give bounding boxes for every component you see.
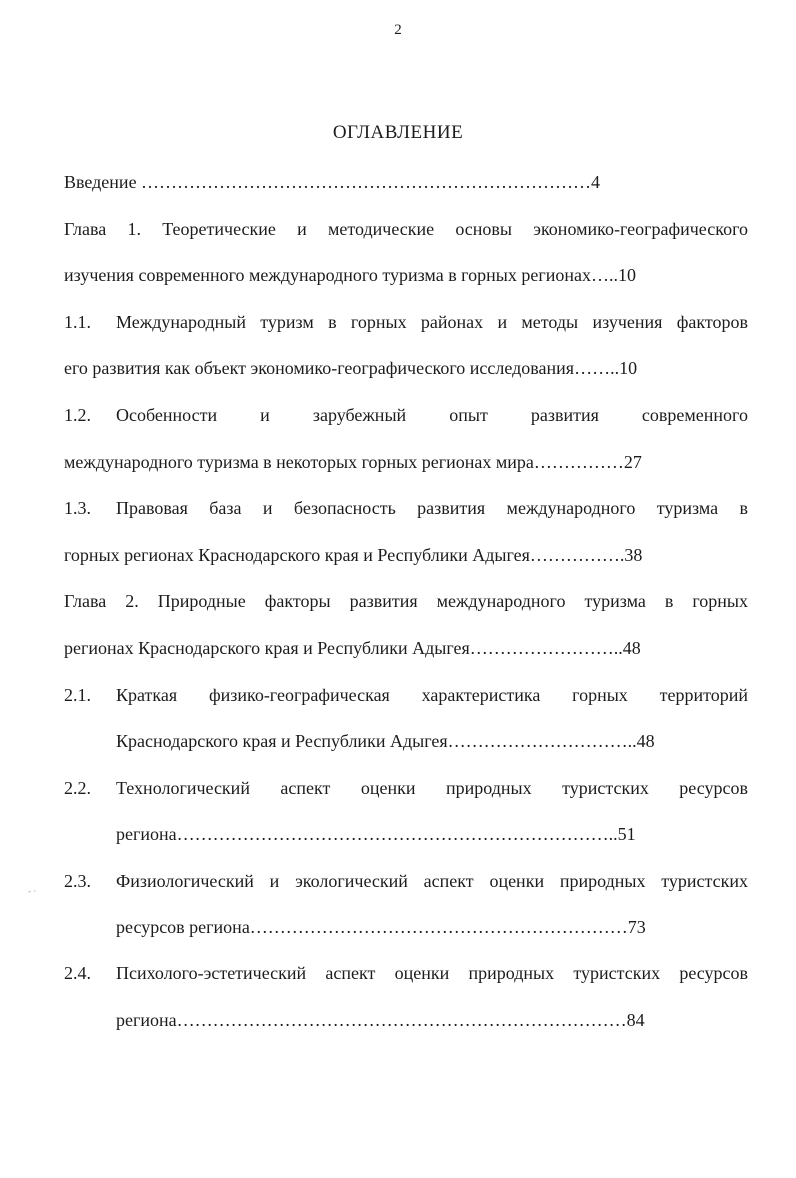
toc-entry-number: 2.3. — [64, 871, 91, 891]
toc-entry-section-1-1-line-2[interactable]: его развития как объект экономико-географического исследования……..10 — [64, 358, 638, 378]
toc-entry-section-1-2-line-2[interactable]: международного туризма в некоторых горных регионах мира……………27 — [64, 452, 642, 472]
toc-entry-section-1-1-line-1[interactable]: Международный туризм в горных районах и методы изучения факторов — [116, 312, 748, 332]
toc-entry-section-2-2-line-2[interactable]: региона………………………………………………………………..51 — [116, 824, 636, 844]
toc-entry-number: 2.1. — [64, 685, 91, 705]
toc-entry-section-2-1-line-2[interactable]: Краснодарского края и Республики Адыгея…………………………..48 — [116, 731, 655, 751]
toc-entry-chapter-1-line-1[interactable]: Глава 1. Теоретические и методические основы экономико-географического — [64, 219, 748, 239]
toc-entry-section-2-3-line-1[interactable]: Физиологический и экологический аспект оценки природных туристских — [116, 871, 748, 891]
toc-entry-number: 2.2. — [64, 778, 91, 798]
toc-entry-number: 1.1. — [64, 312, 91, 332]
toc-entry-section-1-3-line-1[interactable]: Правовая база и безопасность развития международного туризма в — [116, 498, 748, 518]
toc-entry-chapter-1-line-2[interactable]: изучения современного международного туризма в горных регионах…..10 — [64, 265, 636, 285]
toc-entry-section-1-3-line-2[interactable]: горных регионах Краснодарского края и Республики Адыгея…………….38 — [64, 545, 643, 565]
toc-entry-chapter-2-line-1[interactable]: Глава 2. Природные факторы развития международного туризма в горных — [64, 591, 748, 611]
toc-entry-section-2-3-line-2[interactable]: ресурсов региона………………………………………………………73 — [116, 917, 646, 937]
toc-entry-section-2-4-line-2[interactable]: региона…………………………………………………………………84 — [116, 1010, 645, 1030]
page-number: 2 — [394, 22, 402, 38]
toc-entry-number: 1.2. — [64, 405, 91, 425]
toc-entry-section-1-2-line-1[interactable]: Особенности и зарубежный опыт развития современного — [116, 405, 748, 425]
toc-entry-number: 1.3. — [64, 498, 91, 518]
page-title: ОГЛАВЛЕНИЕ — [332, 122, 464, 143]
scan-artifact-mark: - · — [28, 886, 37, 896]
toc-entry-chapter-2-line-2[interactable]: регионах Краснодарского края и Республики Адыгея……………………..48 — [64, 638, 641, 658]
toc-entry-section-2-1-line-1[interactable]: Краткая физико-географическая характеристика горных территорий — [116, 685, 748, 705]
toc-entry-section-2-2-line-1[interactable]: Технологический аспект оценки природных туристских ресурсов — [116, 778, 748, 798]
toc-entry-section-2-4-line-1[interactable]: Психолого-эстетический аспект оценки природных туристских ресурсов — [116, 963, 748, 983]
toc-entry-introduction[interactable]: Введение …………………………………………………………………4 — [64, 172, 601, 192]
toc-entry-number: 2.4. — [64, 963, 91, 983]
